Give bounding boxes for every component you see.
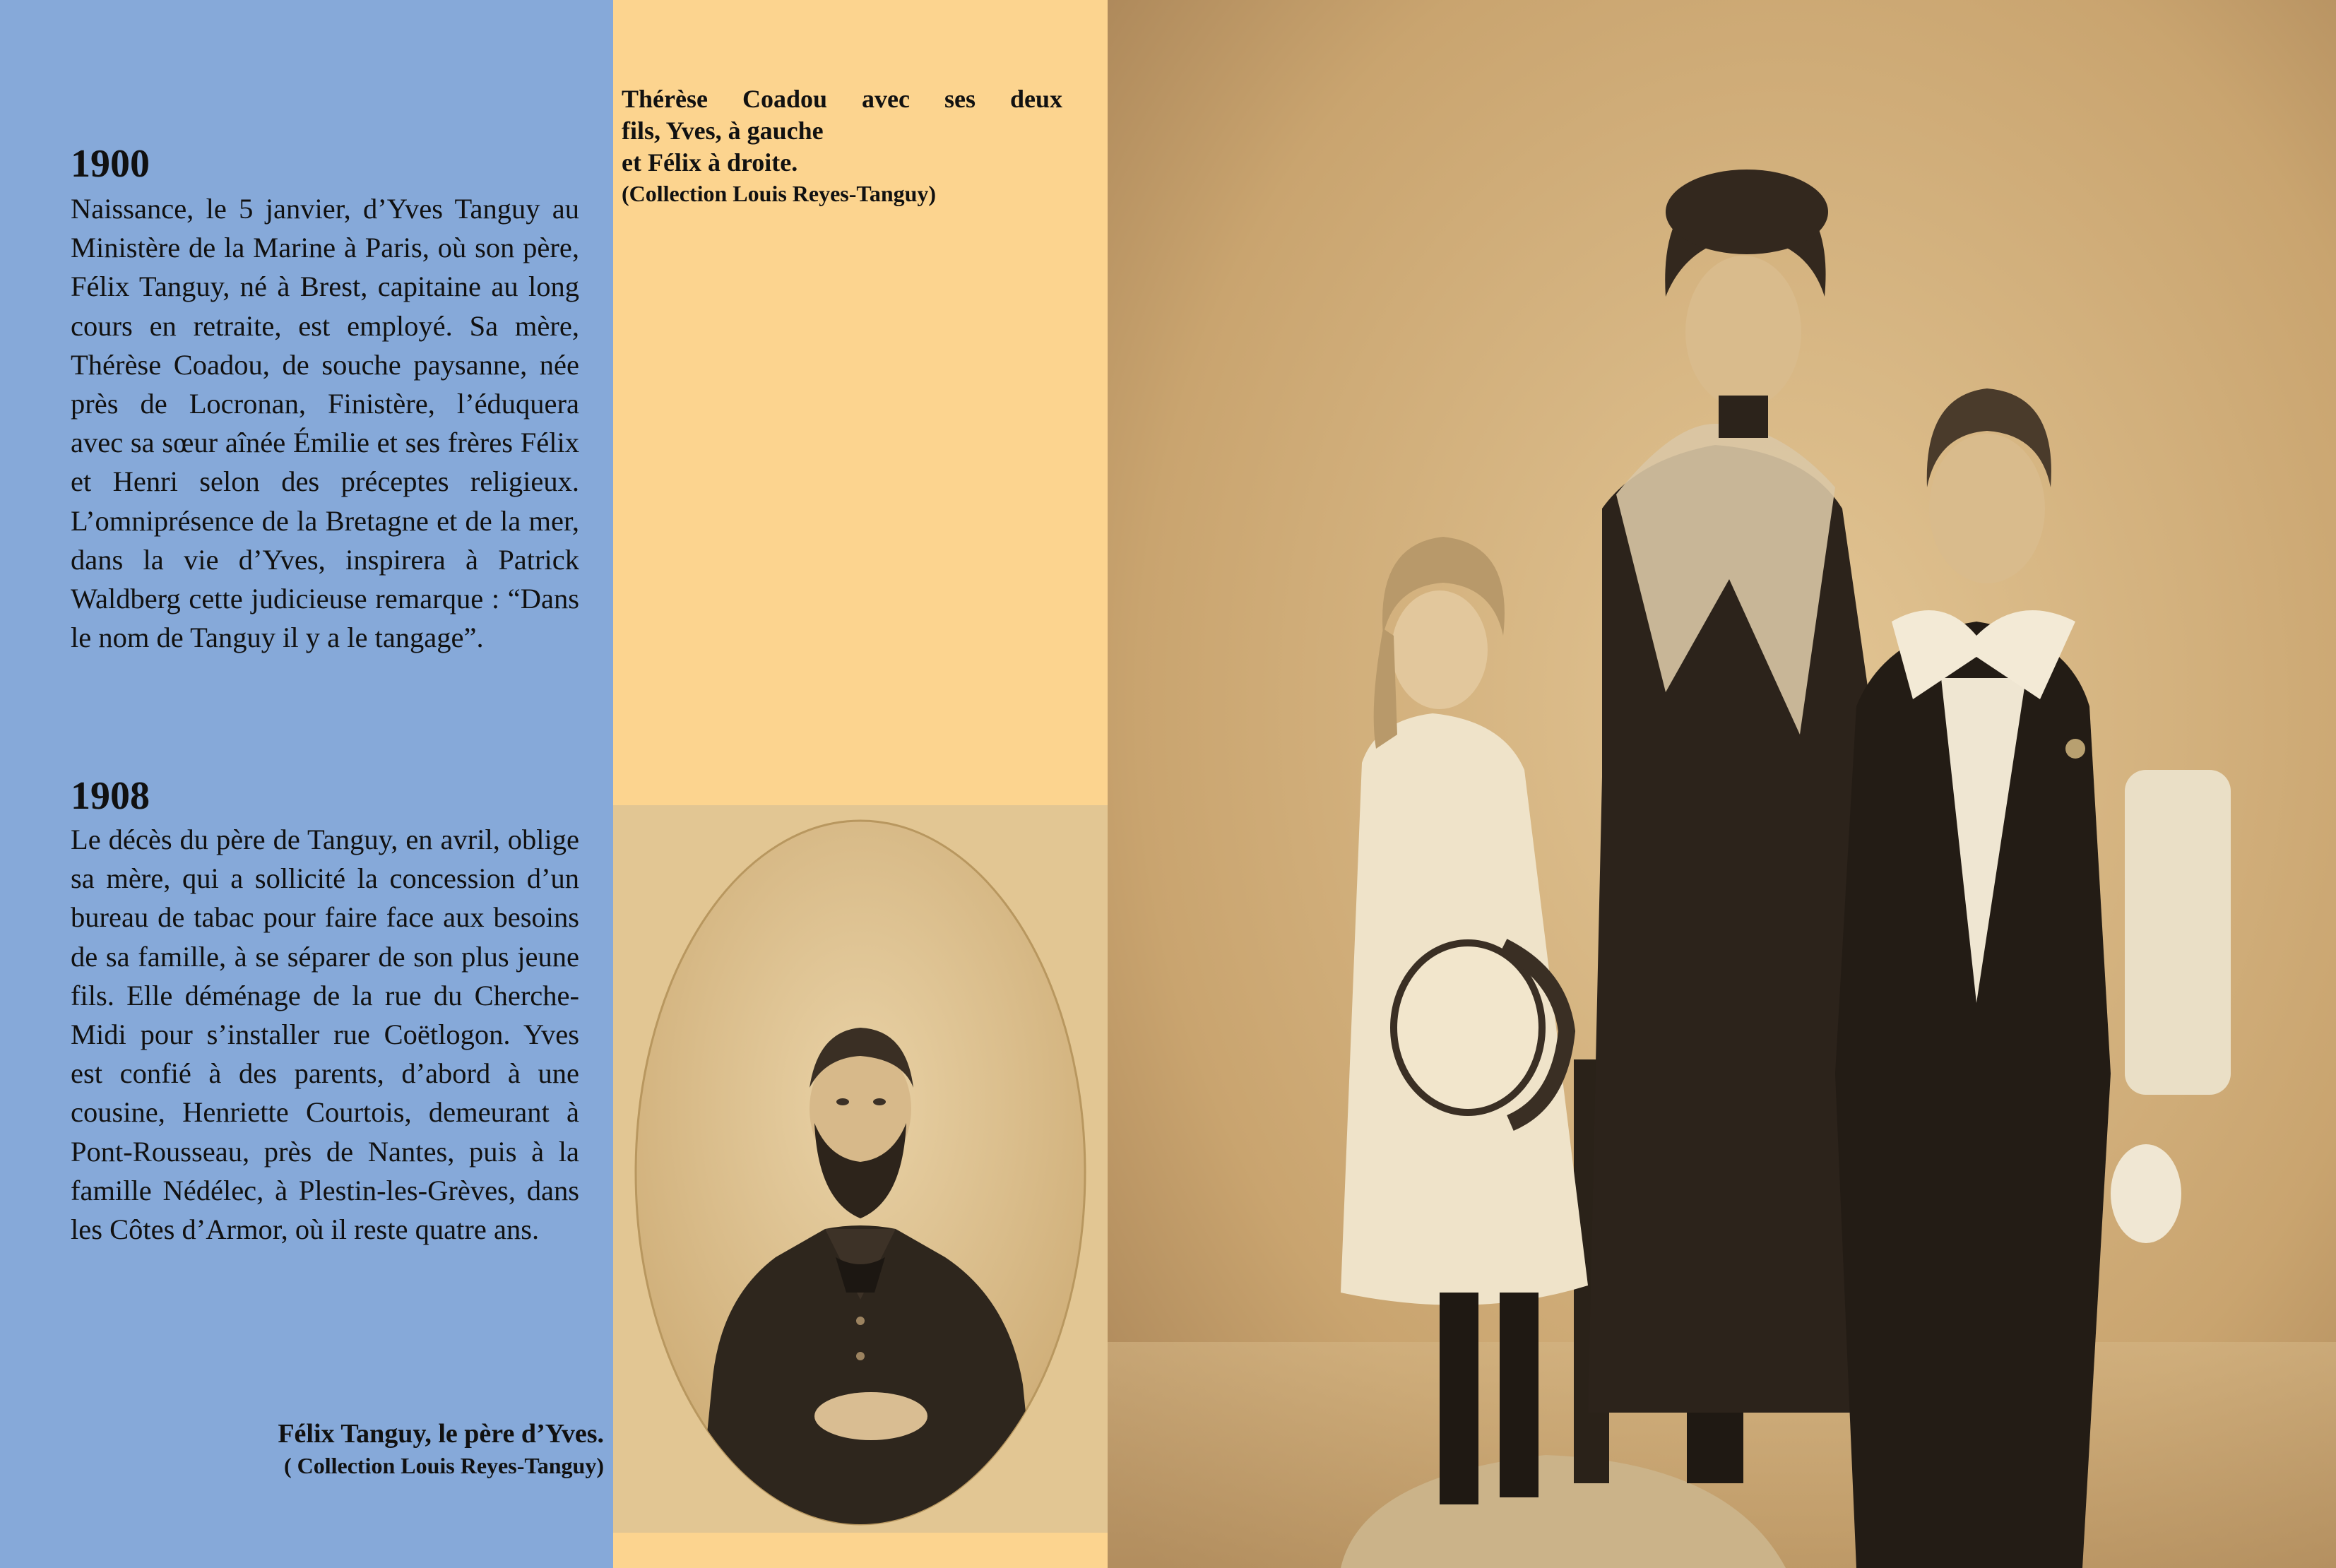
- family-photo-caption: [622, 83, 1062, 208]
- felix-tanguy-portrait: [613, 805, 1108, 1533]
- caption-credit: ( Collection Louis Reyes-Tanguy): [283, 1453, 604, 1478]
- felix-portrait-caption: [278, 1417, 604, 1480]
- caption-line: Thérèse Coadou avec ses deux: [622, 85, 1062, 113]
- caption-credit: (Collection Louis Reyes-Tanguy): [622, 181, 937, 206]
- text-column: [0, 0, 613, 1568]
- caption-line: Félix Tanguy, le père d’Yves.: [278, 1419, 604, 1449]
- paragraph-1908: Le décès du père de Tanguy, en avril, oblige sa mère, qui a sollicité la concession d’un bureau de tabac pour faire face aux besoins de sa famille, à se séparer de son plus jeune fils. Elle déménage de la rue du Cherche-Midi pour s’installer rue Coëtlogon. Yves est confié à des parents, d’abord à une cousine, Henriette Courtois, demeurant à Pont-Rousseau, près de Nantes, puis à la famille Nédélec, à Plestin-les-Grèves, dans les Côtes d’Armor, où il reste quatre ans.: [71, 824, 579, 1246]
- felix-portrait-image: [613, 805, 1108, 1533]
- caption-line: et Félix à droite.: [622, 148, 798, 177]
- family-photo-image: [1108, 0, 2336, 1568]
- paragraph-1900: Naissance, le 5 janvier, d’Yves Tanguy au Ministère de la Marine à Paris, où son père, Félix Tanguy, né à Brest, capitaine au long cours en retraite, est employé. Sa mère, Thérèse Coadou, de souche paysanne, née près de Locronan, Finistère, l’éduquera avec sa sœur aînée Émilie et ses frères Félix et Henri selon des préceptes religieux. L’omniprésence de la Bretagne et de la mer, dans la vie d’Yves, inspirera à Patrick Waldberg cette judicieuse remarque : “Dans le nom de Tanguy il y a le tangage”.: [71, 193, 579, 654]
- caption-line: fils, Yves, à gauche: [622, 117, 824, 145]
- family-photograph: [1108, 0, 2336, 1568]
- year-heading-1900: 1900: [71, 142, 150, 186]
- year-heading-1908: 1908: [71, 774, 150, 818]
